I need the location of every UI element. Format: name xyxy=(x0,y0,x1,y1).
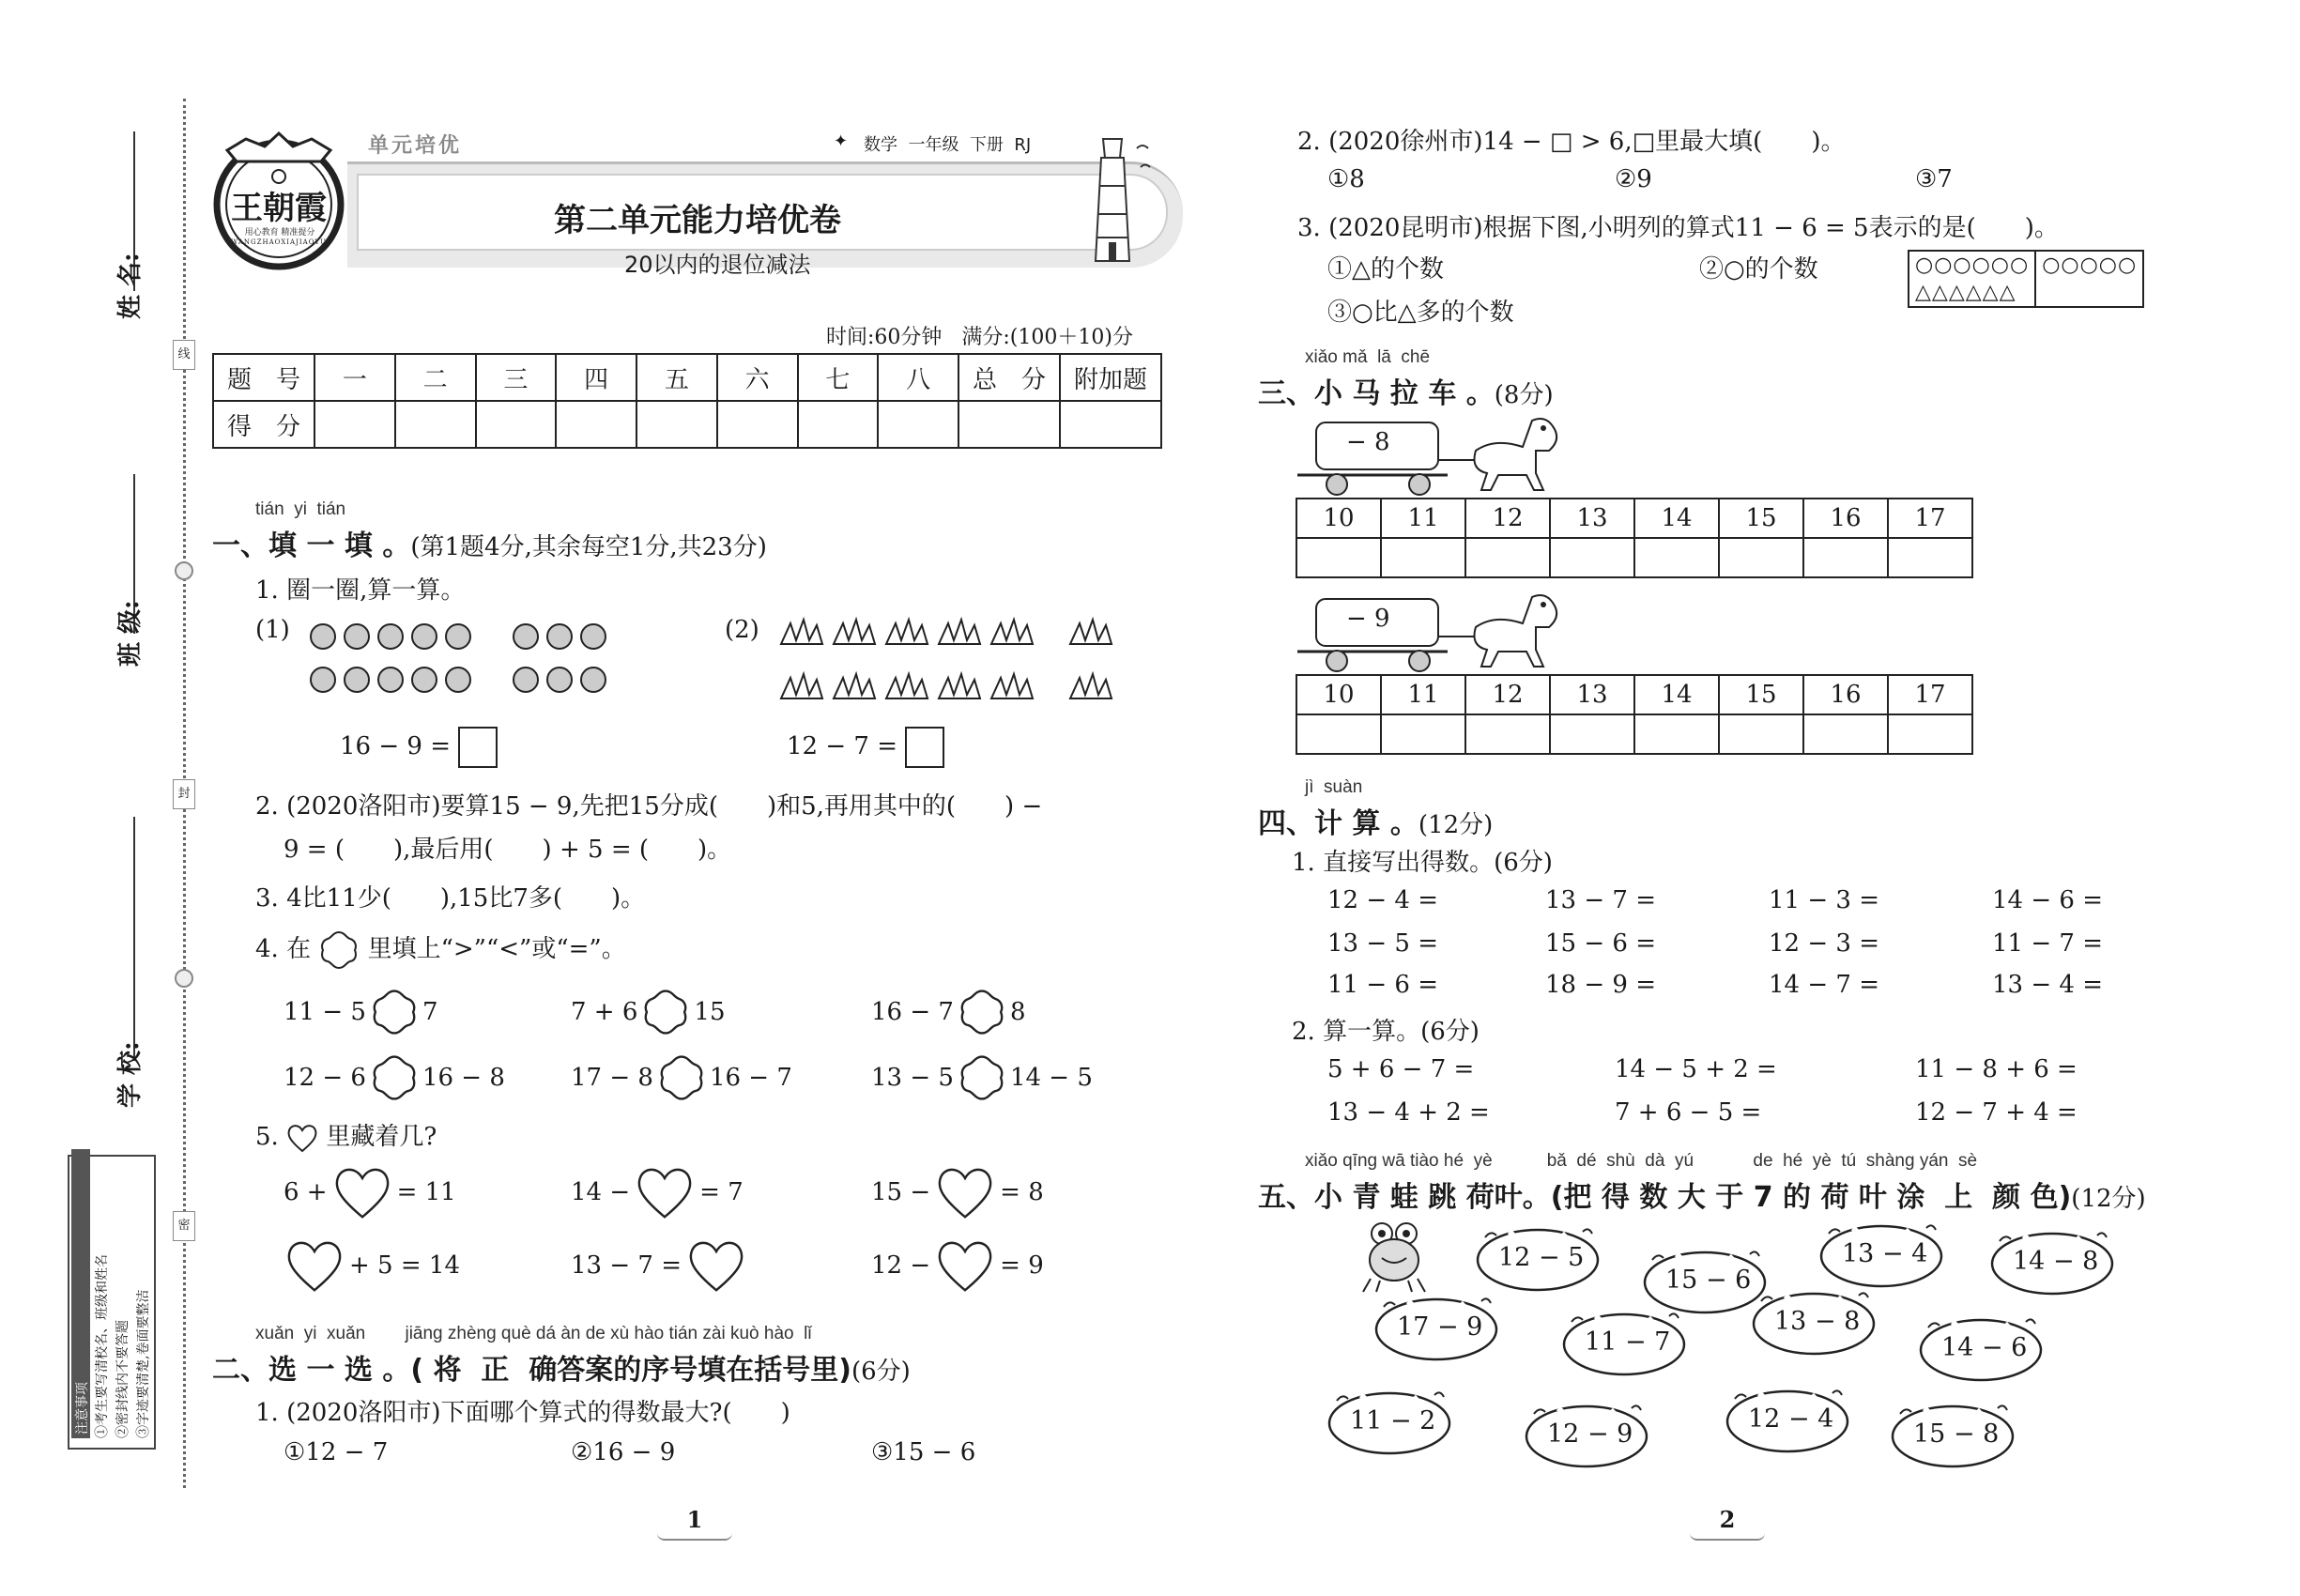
s1-q1a-equation xyxy=(340,727,498,768)
brand-name: 王朝霞 xyxy=(231,190,327,227)
q5-suffix: 里藏着几? xyxy=(326,1123,437,1151)
page-number-left xyxy=(657,1506,732,1541)
score-cell: 题 号 xyxy=(213,354,314,401)
notice-item: ③字迹要清楚,卷面要整洁 xyxy=(136,1289,151,1438)
leaf-label: 17 − 9 xyxy=(1397,1312,1483,1342)
class-field[interactable] xyxy=(116,474,145,690)
cart-label: − 8 xyxy=(1346,428,1390,456)
s2-q1: 1. (2020洛阳市)下面哪个算式的得数最大?( ) xyxy=(255,1399,790,1427)
number-cell: 14 xyxy=(1634,499,1719,538)
leaf-label: 14 − 8 xyxy=(2013,1247,2099,1276)
calc-item[interactable]: 13 − 4 = xyxy=(1992,971,2103,999)
heart-left: 15 − xyxy=(871,1178,931,1206)
s4-points: (12分) xyxy=(1418,811,1494,839)
score-cell: 一 xyxy=(314,354,395,401)
calc-item[interactable]: 12 − 7 + 4 = xyxy=(1915,1098,2078,1127)
number-cell: 14 xyxy=(1634,675,1719,714)
compare-right: 8 xyxy=(1009,998,1026,1026)
calc-item[interactable]: 11 − 8 + 6 = xyxy=(1915,1055,2078,1083)
score-row-label: 得 分 xyxy=(213,401,314,448)
class-label: 班 级: xyxy=(116,600,145,667)
page-swirl xyxy=(1690,1533,1765,1541)
s2-q2-option[interactable]: ②9 xyxy=(1615,165,1652,193)
calc-item[interactable]: 14 − 6 = xyxy=(1992,886,2103,914)
school-label: 学 校: xyxy=(116,1041,145,1108)
page-swirl xyxy=(657,1533,732,1541)
answer-cell[interactable] xyxy=(1719,714,1803,754)
equation-text: 16 − 9 = xyxy=(340,732,451,760)
mark-xian: 线 xyxy=(173,340,195,370)
heart-answer-icon[interactable] xyxy=(934,1164,996,1220)
flower-answer-icon[interactable] xyxy=(370,1053,419,1102)
subject-info: 数学 一年级 下册 RJ xyxy=(864,135,1032,155)
heart-right: = 11 xyxy=(396,1178,456,1206)
score-cell: 三 xyxy=(476,354,557,401)
s4-title: 四、计 算 。 xyxy=(1258,807,1418,840)
score-value-row xyxy=(213,401,1161,448)
number-cell: 17 xyxy=(1888,675,1972,714)
s2-q3: 3. (2020昆明市)根据下图,小明列的算式11 − 6 = 5表示的是( )。 xyxy=(1297,214,2059,242)
compare-item xyxy=(284,988,438,1036)
calc-item[interactable]: 5 + 6 − 7 = xyxy=(1327,1055,1475,1083)
score-input[interactable] xyxy=(395,401,476,448)
score-input[interactable] xyxy=(958,401,1060,448)
q4-suffix: 里填上“>”“<”或“=”。 xyxy=(367,935,626,963)
heart-answer-icon[interactable] xyxy=(685,1237,747,1294)
compare-left: 12 − 6 xyxy=(284,1064,366,1092)
s5-title: 五、小 青 蛙 跳 荷叶。(把 得 数 大 于 7 的 荷 叶 涂 上 颜 色) xyxy=(1258,1181,2072,1214)
s1-q1b-equation xyxy=(787,727,944,768)
compare-right: 7 xyxy=(422,998,438,1026)
calc-item[interactable]: 7 + 6 − 5 = xyxy=(1615,1098,1762,1127)
horse-cart-2 xyxy=(1297,590,1598,674)
page-title: 第二单元能力培优卷 xyxy=(554,202,841,239)
number-cell: 15 xyxy=(1719,675,1803,714)
answer-cell[interactable] xyxy=(1296,538,1381,577)
mark-feng: 封 xyxy=(173,779,195,809)
lotus-leaf[interactable] xyxy=(1748,1286,1879,1358)
calc-item[interactable]: 13 − 7 = xyxy=(1545,886,1656,914)
heart-answer-icon[interactable] xyxy=(634,1164,696,1220)
apple-group xyxy=(310,620,629,708)
score-input[interactable] xyxy=(798,401,879,448)
score-input[interactable] xyxy=(717,401,798,448)
answer-cell[interactable] xyxy=(1465,714,1550,754)
brand-logo xyxy=(208,130,349,270)
circles-row: ○○○○○○ xyxy=(1909,251,2035,279)
score-cell: 七 xyxy=(798,354,879,401)
score-cell: 总 分 xyxy=(958,354,1060,401)
s5-pinyin: xiǎo qīng wā tiào hé yè bǎ dé shù dà yú de hé yè tú shàng yán sè xyxy=(1305,1151,1978,1171)
heart-left: 13 − 7 = xyxy=(571,1251,682,1280)
heart-item xyxy=(284,1164,456,1220)
heart-answer-icon[interactable] xyxy=(284,1237,345,1294)
s1-q1a-label: (1) xyxy=(255,616,290,644)
answer-cell[interactable] xyxy=(1381,538,1465,577)
s3-heading xyxy=(1258,370,1554,411)
compare-item xyxy=(284,1053,505,1102)
lotus-leaf[interactable] xyxy=(1371,1292,1502,1363)
s1-q5 xyxy=(255,1117,437,1153)
cart-label: − 9 xyxy=(1346,605,1390,633)
leaf-label: 14 − 6 xyxy=(1941,1333,2028,1362)
number-cell: 12 xyxy=(1465,499,1550,538)
flower-answer-icon[interactable] xyxy=(657,1053,706,1102)
sparkle-icon: ✦ xyxy=(834,131,849,151)
compare-left: 17 − 8 xyxy=(571,1064,653,1092)
grass-group xyxy=(777,616,1125,714)
mark-mi: 密 xyxy=(173,1211,195,1241)
time-info: 时间:60分钟 满分:(100＋10)分 xyxy=(826,326,1133,349)
s2-q1-option[interactable]: ②16 − 9 xyxy=(571,1438,676,1466)
calc-item[interactable]: 11 − 7 = xyxy=(1992,929,2103,958)
heart-item xyxy=(871,1237,1044,1294)
compare-right: 14 − 5 xyxy=(1009,1064,1093,1092)
number-cell: 13 xyxy=(1550,499,1634,538)
leaf-label: 13 − 8 xyxy=(1774,1307,1861,1336)
number-cell: 11 xyxy=(1381,499,1465,538)
equation-text: 12 − 7 = xyxy=(787,732,897,760)
score-cell: 六 xyxy=(717,354,798,401)
s4-q2: 2. 算一算。(6分) xyxy=(1292,1018,1480,1046)
calc-item[interactable]: 11 − 6 = xyxy=(1327,971,1438,999)
flower-answer-icon[interactable] xyxy=(958,988,1006,1036)
calc-item[interactable]: 12 − 3 = xyxy=(1769,929,1879,958)
s2-q2: 2. (2020徐州市)14 − □ > 6,□里最大填( )。 xyxy=(1297,128,1846,156)
calc-item[interactable]: 14 − 7 = xyxy=(1769,971,1879,999)
leaf-label: 11 − 2 xyxy=(1350,1406,1436,1435)
compare-item xyxy=(871,988,1026,1036)
s2-heading xyxy=(212,1346,911,1388)
notice-item: ①考生要写清校名、班级和姓名 xyxy=(95,1254,110,1438)
leaf-label: 12 − 5 xyxy=(1498,1243,1585,1272)
s2-points: (6分) xyxy=(851,1358,911,1386)
heart-right: = 7 xyxy=(699,1178,744,1206)
number-cell: 15 xyxy=(1719,499,1803,538)
calc-item[interactable]: 13 − 5 = xyxy=(1327,929,1438,958)
score-input[interactable] xyxy=(314,401,395,448)
answer-cell[interactable] xyxy=(1381,714,1465,754)
number-cell: 16 xyxy=(1803,675,1888,714)
lighthouse-icon xyxy=(1075,130,1150,270)
notice-title: 注意事项 xyxy=(71,1149,90,1438)
s1-heading xyxy=(212,522,767,563)
s2-q3-option[interactable]: ①△的个数 xyxy=(1327,255,1444,284)
score-cell: 五 xyxy=(636,354,717,401)
number-cell: 11 xyxy=(1381,675,1465,714)
s2-q3-option[interactable]: ③○比△多的个数 xyxy=(1327,299,1514,327)
frog-icon xyxy=(1361,1220,1427,1296)
page-number: 2 xyxy=(1719,1506,1736,1533)
page-subtitle: 20以内的退位减法 xyxy=(624,252,811,278)
number-cell: 13 xyxy=(1550,675,1634,714)
s2-q3-figure xyxy=(1908,250,2144,308)
lotus-leaf[interactable] xyxy=(1722,1384,1853,1455)
heart-icon xyxy=(286,1123,318,1153)
calc-item[interactable]: 14 − 5 + 2 = xyxy=(1615,1055,1777,1083)
notice-item: ②密封线内不要答题 xyxy=(115,1320,130,1438)
flower-answer-icon[interactable] xyxy=(370,988,419,1036)
circles-row: ○○○○○ xyxy=(2035,251,2143,279)
answer-box[interactable] xyxy=(905,727,944,768)
leaf-label: 12 − 4 xyxy=(1748,1404,1834,1434)
answer-cell[interactable] xyxy=(1803,538,1888,577)
s1-title: 一、填 一 填 。 xyxy=(212,529,411,562)
lotus-leaf[interactable] xyxy=(1521,1399,1652,1470)
calc-item[interactable]: 11 − 3 = xyxy=(1769,886,1879,914)
lotus-leaf[interactable] xyxy=(1324,1386,1455,1457)
answer-cell[interactable] xyxy=(1550,714,1634,754)
compare-left: 7 + 6 xyxy=(571,998,638,1026)
name-field[interactable] xyxy=(116,131,145,347)
answer-cell[interactable] xyxy=(1888,538,1972,577)
compare-right: 16 − 8 xyxy=(422,1064,505,1092)
heart-left: 6 + xyxy=(284,1178,328,1206)
compare-left: 13 − 5 xyxy=(871,1064,954,1092)
heart-item xyxy=(284,1237,460,1294)
compare-right: 16 − 7 xyxy=(709,1064,792,1092)
answer-cell[interactable] xyxy=(1465,538,1550,577)
compare-left: 16 − 7 xyxy=(871,998,954,1026)
leaf-label: 13 − 4 xyxy=(1842,1239,1928,1268)
s2-pinyin: xuǎn yi xuǎn jiāng zhèng què dá àn de xù hào tián zài kuò hào lǐ xyxy=(255,1324,812,1343)
calc-item[interactable]: 13 − 4 + 2 = xyxy=(1327,1098,1490,1127)
lotus-leaf[interactable] xyxy=(1816,1219,1947,1290)
compare-item xyxy=(871,1053,1093,1102)
leaf-label: 12 − 9 xyxy=(1547,1420,1633,1449)
s2-q2-option[interactable]: ③7 xyxy=(1915,165,1953,193)
s2-q1-option[interactable]: ③15 − 6 xyxy=(871,1438,976,1466)
leaf-label: 15 − 6 xyxy=(1665,1266,1752,1295)
s2-title: 二、选 一 选 。( 将 正 确答案的序号填在括号里) xyxy=(212,1354,851,1387)
heart-left: 12 − xyxy=(871,1251,931,1280)
page-number-right xyxy=(1690,1506,1765,1541)
s1-points: (第1题4分,其余每空1分,共23分) xyxy=(410,533,767,561)
heart-right: + 5 = 14 xyxy=(349,1251,460,1280)
q5-prefix: 5. xyxy=(255,1123,279,1151)
s3-title: 三、小 马 拉 车 。 xyxy=(1258,377,1495,410)
s1-q2-line1: 2. (2020洛阳市)要算15 − 9,先把15分成( )和5,再用其中的( ) − xyxy=(255,792,1043,821)
number-cell: 17 xyxy=(1888,499,1972,538)
answer-cell[interactable] xyxy=(1634,714,1719,754)
score-cell: 附加题 xyxy=(1060,354,1161,401)
s1-q2-line2: 9 = ( ),最后用( ) + 5 = ( )。 xyxy=(284,836,732,864)
flower-answer-icon[interactable] xyxy=(958,1053,1006,1102)
lotus-leaf[interactable] xyxy=(1986,1226,2118,1297)
s1-pinyin: tián yi tián xyxy=(255,499,346,519)
s4-pinyin: jì suàn xyxy=(1305,777,1363,797)
score-cell: 二 xyxy=(395,354,476,401)
lotus-leaf[interactable] xyxy=(1887,1399,2018,1470)
s1-q1b-label: (2) xyxy=(725,616,759,644)
score-input[interactable] xyxy=(476,401,557,448)
score-input[interactable] xyxy=(878,401,958,448)
heart-answer-icon[interactable] xyxy=(331,1164,393,1220)
number-cell: 10 xyxy=(1296,499,1381,538)
horse-cart-1 xyxy=(1297,413,1598,498)
page-number: 1 xyxy=(686,1506,703,1533)
s3-number-table-1 xyxy=(1296,498,1973,578)
leaf-label: 11 − 7 xyxy=(1585,1327,1671,1357)
flower-icon xyxy=(318,929,360,971)
score-input[interactable] xyxy=(556,401,636,448)
heart-item xyxy=(571,1237,747,1294)
number-cell: 16 xyxy=(1803,499,1888,538)
heart-answer-icon[interactable] xyxy=(934,1237,996,1294)
calc-item[interactable]: 18 − 9 = xyxy=(1545,971,1656,999)
s4-q1: 1. 直接写出得数。(6分) xyxy=(1292,849,1553,877)
notice-box xyxy=(68,1155,156,1450)
score-cell: 四 xyxy=(556,354,636,401)
flower-answer-icon[interactable] xyxy=(641,988,690,1036)
s1-q1: 1. 圈一圈,算一算。 xyxy=(255,576,466,605)
binding-hole-icon xyxy=(175,969,193,988)
school-field[interactable] xyxy=(116,817,145,1117)
heart-item xyxy=(571,1164,744,1220)
s1-q3: 3. 4比11少( ),15比7多( )。 xyxy=(255,884,646,913)
number-cell: 12 xyxy=(1465,675,1550,714)
score-cell: 八 xyxy=(878,354,958,401)
answer-cell[interactable] xyxy=(1296,714,1381,754)
score-input[interactable] xyxy=(1060,401,1161,448)
compare-item xyxy=(571,988,726,1036)
q4-prefix: 4. 在 xyxy=(255,935,312,963)
score-table xyxy=(212,353,1162,449)
compare-item xyxy=(571,1053,792,1102)
heart-right: = 9 xyxy=(1000,1251,1044,1280)
calc-item[interactable]: 15 − 6 = xyxy=(1545,929,1656,958)
lotus-leaf[interactable] xyxy=(1915,1312,2047,1384)
series-label: 单元培优 xyxy=(368,134,463,158)
s3-number-table-2 xyxy=(1296,674,1973,755)
lotus-leaf[interactable] xyxy=(1558,1307,1690,1378)
answer-cell[interactable] xyxy=(1634,538,1719,577)
s4-heading xyxy=(1258,800,1493,841)
heart-left: 14 − xyxy=(571,1178,631,1206)
brand-tagline: 用心教育 精准提分 xyxy=(244,228,315,238)
score-header-row xyxy=(213,354,1161,401)
answer-box[interactable] xyxy=(458,727,498,768)
answer-cell[interactable] xyxy=(1888,714,1972,754)
binding-hole-icon xyxy=(175,561,193,580)
triangles-row: △△△△△△ xyxy=(1909,279,2035,307)
compare-right: 15 xyxy=(694,998,726,1026)
answer-cell[interactable] xyxy=(1719,538,1803,577)
s5-points: (12分) xyxy=(2071,1185,2146,1213)
lotus-leaf[interactable] xyxy=(1472,1222,1603,1294)
s3-points: (8分) xyxy=(1494,381,1554,409)
answer-cell[interactable] xyxy=(1803,714,1888,754)
calc-item[interactable]: 12 − 4 = xyxy=(1327,886,1438,914)
s3-pinyin: xiǎo mǎ lā chē xyxy=(1305,347,1431,367)
compare-left: 11 − 5 xyxy=(284,998,366,1026)
answer-cell[interactable] xyxy=(1550,538,1634,577)
score-input[interactable] xyxy=(636,401,717,448)
s2-q3-option[interactable]: ②○的个数 xyxy=(1699,255,1818,284)
s2-q2-option[interactable]: ①8 xyxy=(1327,165,1365,193)
brand-pinyin: WANGZHAOXIAJIAOYU xyxy=(231,238,327,246)
s1-q4 xyxy=(255,929,626,971)
heart-right: = 8 xyxy=(1000,1178,1044,1206)
heart-item xyxy=(871,1164,1044,1220)
s2-q1-option[interactable]: ①12 − 7 xyxy=(284,1438,389,1466)
number-cell: 10 xyxy=(1296,675,1381,714)
leaf-label: 15 − 8 xyxy=(1913,1420,2000,1449)
s5-heading xyxy=(1258,1174,2146,1215)
name-label: 姓 名: xyxy=(116,253,145,319)
